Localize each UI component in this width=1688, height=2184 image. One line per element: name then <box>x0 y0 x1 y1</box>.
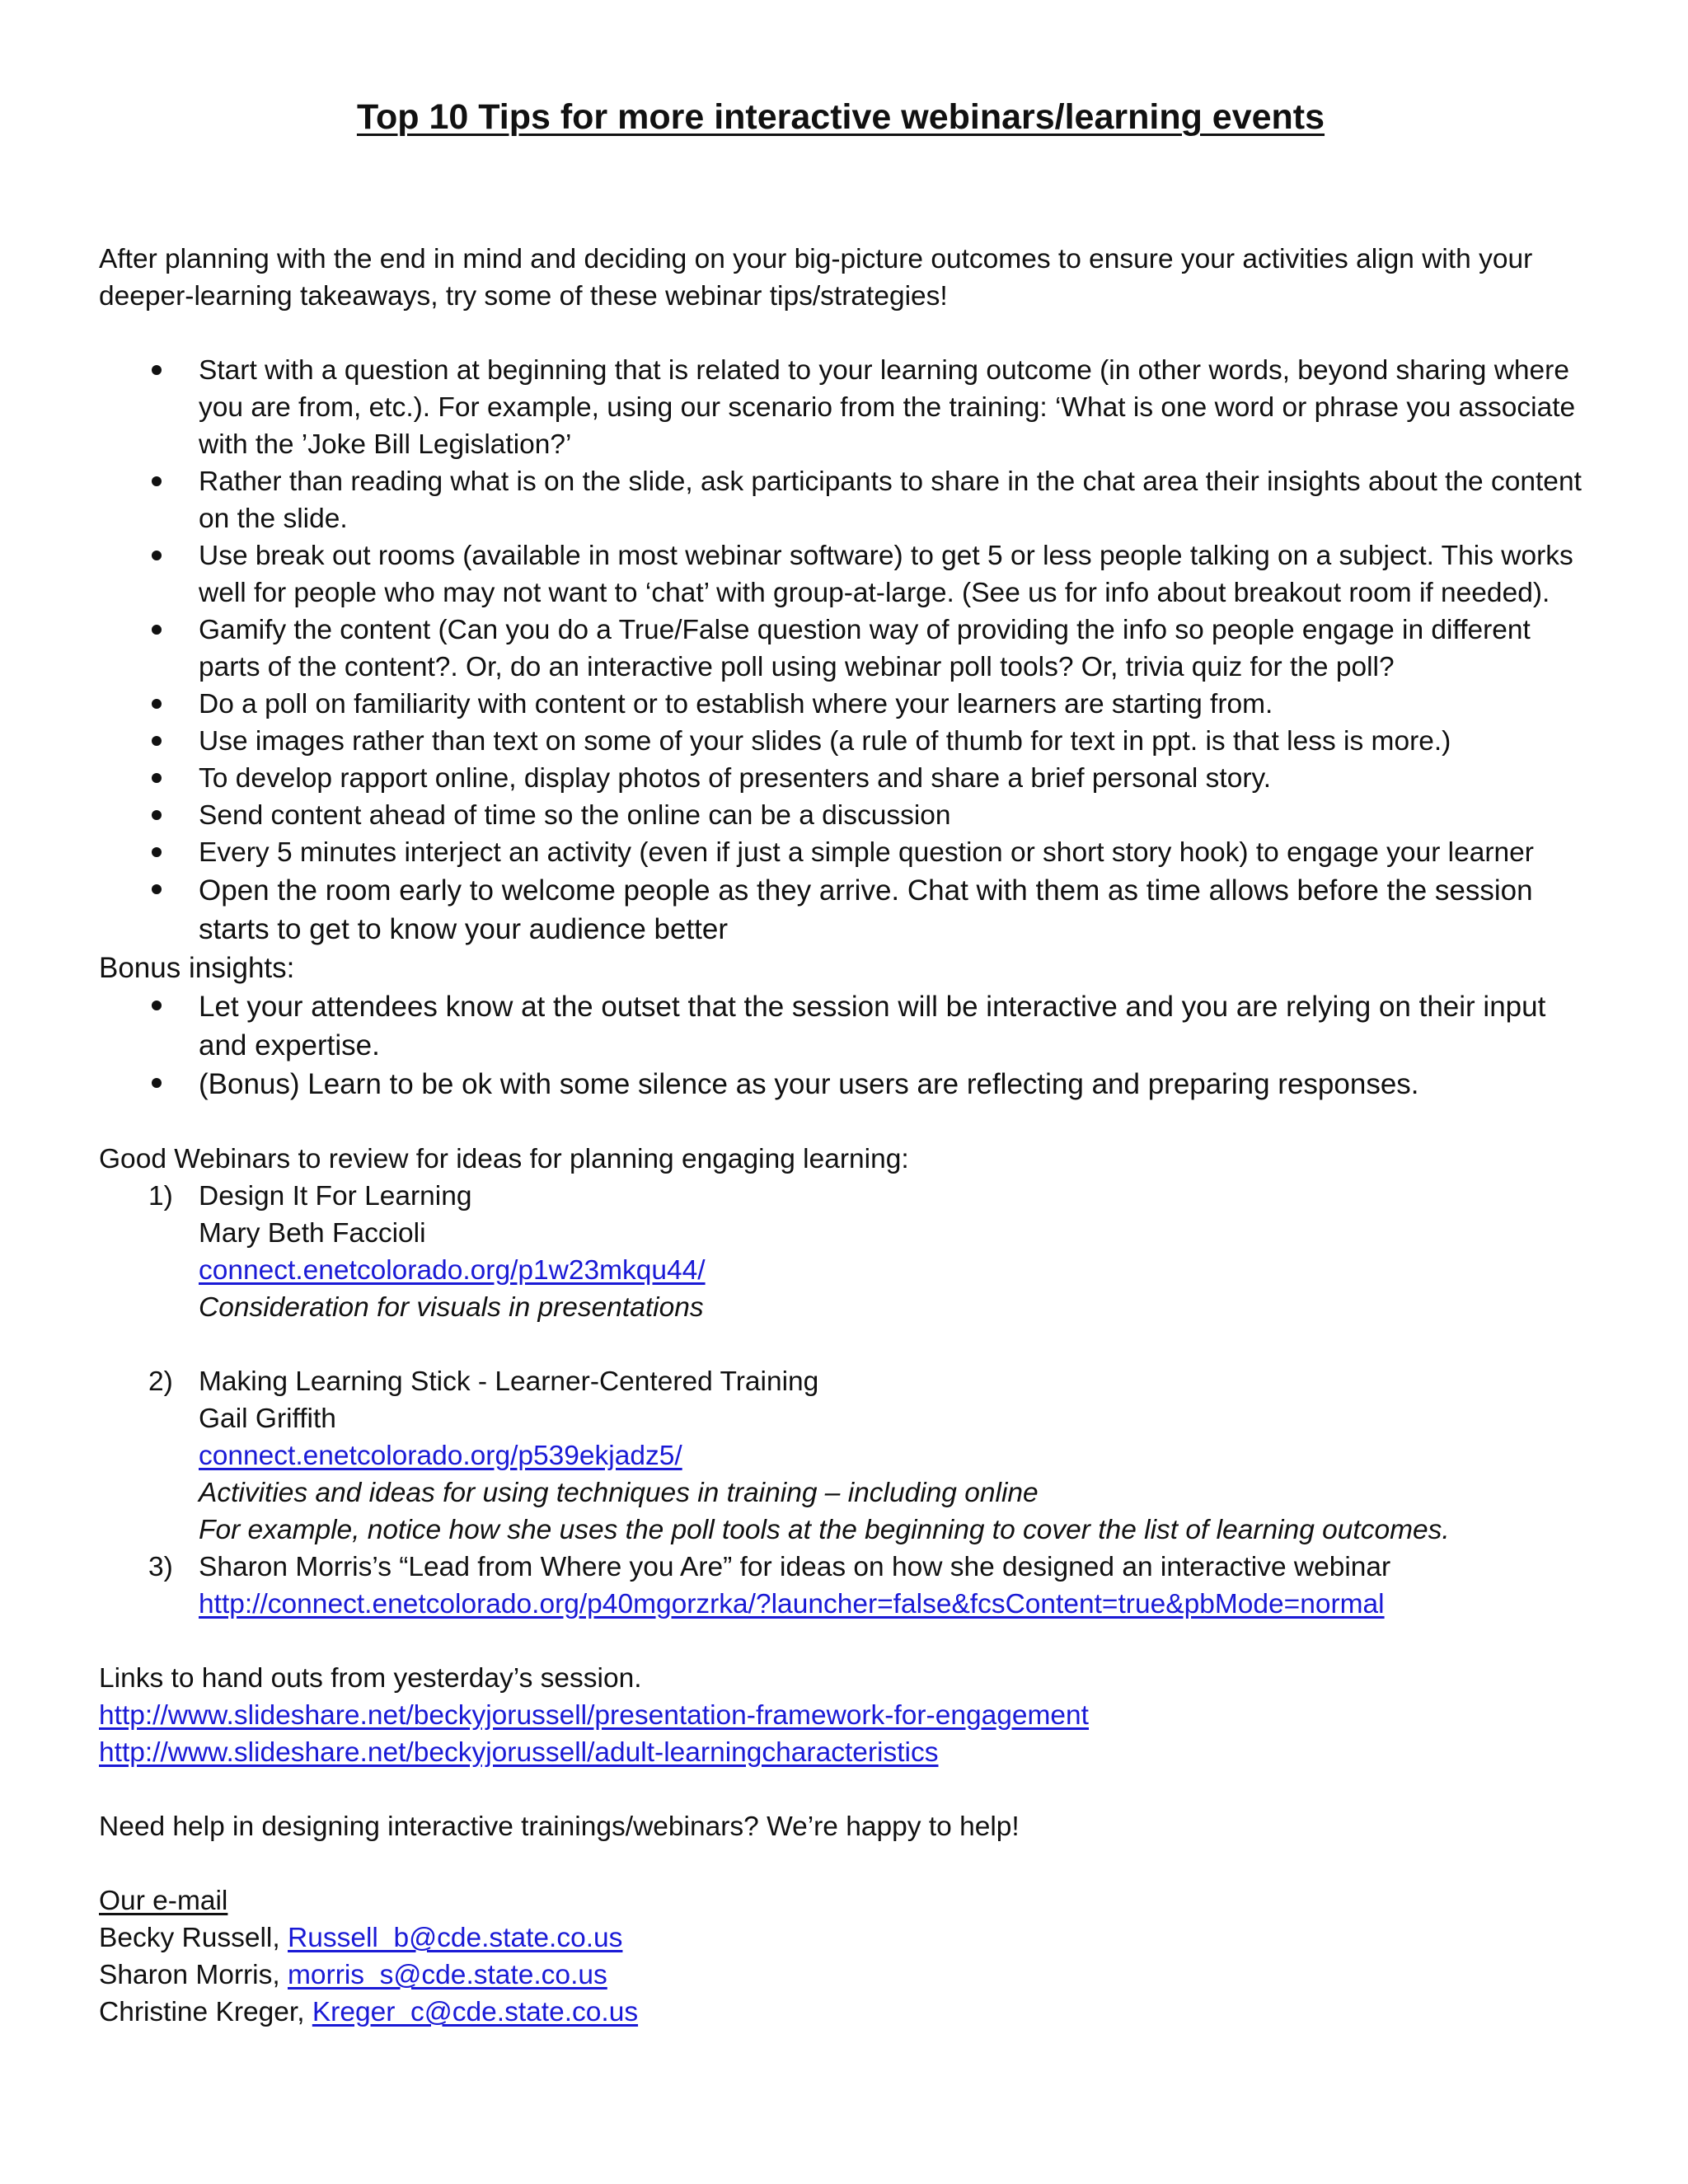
contact-row <box>99 1919 1582 1957</box>
webinar-link[interactable]: connect.enetcolorado.org/p1w23mkqu44/ <box>199 1255 706 1286</box>
contact-email-link[interactable]: Russell_b@cde.state.co.us <box>288 1923 623 1953</box>
bonus-item: Let your attendees know at the outset that the session will be interactive and you are relying on their input and expertise. <box>99 987 1582 1065</box>
item-number: 1) <box>148 1181 173 1212</box>
intro-paragraph: After planning with the end in mind and deciding on your big-picture outcomes to ensure your activities align with your deeper-learning takeaways, try some of these webinar tips/strategies! <box>99 244 1533 312</box>
webinar-note: Consideration for visuals in presentations <box>199 1292 704 1323</box>
tip-item: Gamify the content (Can you do a True/False question way of providing the info so people engage in different parts of the content?. Or, do an interactive poll using webinar poll tools? Or, trivia quiz for the poll? <box>99 612 1582 686</box>
tip-item: Rather than reading what is on the slide, ask participants to share in the chat area their insights about the content on the slide. <box>99 463 1582 537</box>
tip-item: Use break out rooms (available in most webinar software) to get 5 or less people talking on a subject. This works well for people who may not want to ‘chat’ with group-at-large. (See us for info about breakout room if needed). <box>99 537 1582 612</box>
item-number: 3) <box>148 1552 173 1582</box>
bullet-icon <box>152 551 162 560</box>
webinars-list <box>99 1178 1582 1623</box>
bullet-icon <box>152 773 162 783</box>
bonus-list <box>99 987 1582 1104</box>
webinar-item <box>99 1178 1582 1363</box>
document-body <box>99 241 1582 2031</box>
contact-email-link[interactable]: Kreger_c@cde.state.co.us <box>312 1997 639 2027</box>
webinar-link[interactable]: http://connect.enetcolorado.org/p40mgorzrka/?launcher=false&fcsContent=true&pbMode=normal <box>199 1589 1385 1619</box>
contact-name: Becky Russell, <box>99 1923 280 1953</box>
contact-row <box>99 1994 1582 2031</box>
bullet-icon <box>152 810 162 820</box>
bullet-icon <box>152 847 162 857</box>
bullet-icon <box>152 1078 162 1088</box>
contacts-heading: Our e-mail <box>99 1886 228 1916</box>
bullet-icon <box>152 476 162 486</box>
webinar-item <box>99 1363 1582 1549</box>
bullet-icon <box>152 625 162 635</box>
bullet-icon <box>152 1001 162 1010</box>
tip-item: To develop rapport online, display photos of presenters and share a brief personal story. <box>99 760 1582 797</box>
tips-list <box>99 352 1582 949</box>
bullet-icon <box>152 884 162 894</box>
webinars-heading: Good Webinars to review for ideas for planning engaging learning: <box>99 1144 909 1174</box>
contact-name: Christine Kreger, <box>99 1997 305 2027</box>
tip-item: Do a poll on familiarity with content or to establish where your learners are starting from. <box>99 686 1582 723</box>
bullet-icon <box>152 699 162 709</box>
webinar-note: Activities and ideas for using techniques in training – including online <box>199 1478 1039 1508</box>
webinar-title: Making Learning Stick - Learner-Centered Training <box>199 1366 819 1397</box>
webinar-title: Design It For Learning <box>199 1181 472 1212</box>
webinar-presenter: Gail Griffith <box>199 1404 336 1434</box>
tip-item: Open the room early to welcome people as they arrive. Chat with them as time allows before the session starts to get to know your audience better <box>99 871 1582 949</box>
bonus-item: (Bonus) Learn to be ok with some silence as your users are reflecting and preparing responses. <box>99 1065 1582 1104</box>
tip-item: Every 5 minutes interject an activity (even if just a simple question or short story hook) to engage your learner <box>99 834 1582 871</box>
handout-link[interactable]: http://www.slideshare.net/beckyjorussell/presentation-framework-for-engagement <box>99 1700 1089 1731</box>
tip-item: Send content ahead of time so the online can be a discussion <box>99 797 1582 834</box>
tip-item: Use images rather than text on some of your slides (a rule of thumb for text in ppt. is that less is more.) <box>99 723 1582 760</box>
help-text: Need help in designing interactive trainings/webinars? We’re happy to help! <box>99 1811 1020 1842</box>
page-title: Top 10 Tips for more interactive webinars/learning events <box>356 97 1325 137</box>
bonus-heading: Bonus insights: <box>99 952 295 984</box>
webinar-title: Sharon Morris’s “Lead from Where you Are” for ideas on how she designed an interactive webinar <box>199 1552 1391 1582</box>
handout-link[interactable]: http://www.slideshare.net/beckyjorussell/adult-learningcharacteristics <box>99 1737 939 1768</box>
bullet-icon <box>152 736 162 746</box>
item-number: 2) <box>148 1366 173 1397</box>
bullet-icon <box>152 365 162 375</box>
webinar-presenter: Mary Beth Faccioli <box>199 1218 426 1249</box>
webinar-item <box>99 1549 1582 1623</box>
webinar-note: For example, notice how she uses the poll tools at the beginning to cover the list of learning outcomes. <box>199 1515 1450 1545</box>
handouts-heading: Links to hand outs from yesterday’s session. <box>99 1663 642 1694</box>
tip-item: Start with a question at beginning that is related to your learning outcome (in other words, beyond sharing where you are from, etc.). For example, using our scenario from the training: ‘What is one word or phrase you associate with the ’Joke Bill Legislation?’ <box>99 352 1582 463</box>
webinar-link[interactable]: connect.enetcolorado.org/p539ekjadz5/ <box>199 1441 682 1471</box>
contact-name: Sharon Morris, <box>99 1960 280 1990</box>
contact-row <box>99 1957 1582 1994</box>
contact-email-link[interactable]: morris_s@cde.state.co.us <box>288 1960 607 1990</box>
